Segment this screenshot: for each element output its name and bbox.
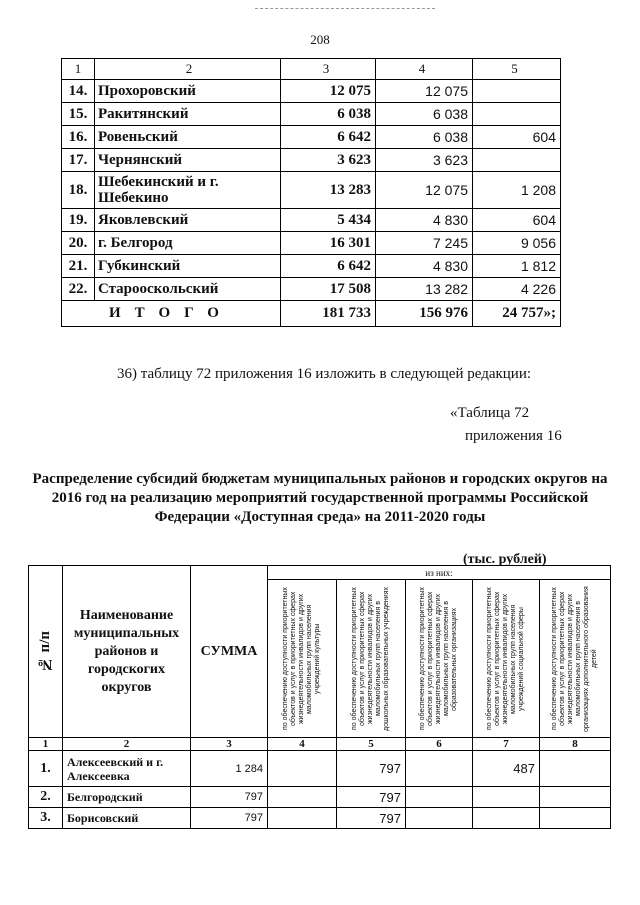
col-number: 1 xyxy=(29,738,63,751)
grand-total: 181 733 xyxy=(281,301,376,327)
total-value: 3 623 xyxy=(281,149,376,172)
row-number: 14. xyxy=(62,80,95,103)
col4-value: 12 075 xyxy=(376,80,473,103)
header-sum: СУММА xyxy=(191,566,268,738)
table-row xyxy=(62,209,561,232)
district-name: Губкинский xyxy=(95,255,281,278)
total-value: 12 075 xyxy=(281,80,376,103)
subsidy-table-continued xyxy=(61,58,561,327)
subsidy-distribution-table xyxy=(28,565,611,829)
col5-value: 1 208 xyxy=(473,172,561,209)
col5-value: 604 xyxy=(473,209,561,232)
col4-value xyxy=(268,808,337,829)
district-name: Ракитянский xyxy=(95,103,281,126)
district-name: Белгородский xyxy=(63,787,191,808)
col5-value: 797 xyxy=(337,787,406,808)
district-name: Шебекинский и г. Шебекино xyxy=(95,172,281,209)
header-col6-education: по обеспечению доступности приоритетных объектов и услуг в приоритетных сферах жизнедеятельности инвалидов и других маломобильных групп населения в образовательных организациях xyxy=(419,587,458,730)
district-name: Чернянский xyxy=(95,149,281,172)
header-col8-additional-education: по обеспечению доступности приоритетных объектов и услуг в приоритетных сферах жизнедеятельности инвалидов и других маломобильных групп населения в организациях дополнительного образования детей xyxy=(551,585,599,732)
table-row xyxy=(62,80,561,103)
total-value: 16 301 xyxy=(281,232,376,255)
col6-value xyxy=(406,751,473,787)
header-col5-cell xyxy=(337,580,406,738)
table-row xyxy=(62,103,561,126)
table-title: Распределение субсидий бюджетам муниципальных районов и городских округов на 2016 год на реализацию мероприятий государственной программы Российской Федерации «Доступная среда» на 2011-2020 годы xyxy=(32,471,608,525)
header-col5-preschool: по обеспечению доступности приоритетных объектов и услуг в приоритетных сферах жизнедеятельности инвалидов и других маломобильных групп населения в дошкольных образовательных учреждениях xyxy=(351,586,390,731)
col-number: 4 xyxy=(268,738,337,751)
row-number: 16. xyxy=(62,126,95,149)
col5-value: 4 226 xyxy=(473,278,561,301)
sum-value: 1 284 xyxy=(191,751,268,787)
grand-total-col4: 156 976 xyxy=(376,301,473,327)
total-value: 13 283 xyxy=(281,172,376,209)
table-row xyxy=(62,172,561,209)
row-number: 20. xyxy=(62,232,95,255)
total-row xyxy=(62,301,561,327)
row-number: 21. xyxy=(62,255,95,278)
col-header-1: 1 xyxy=(62,59,95,80)
col-number: 6 xyxy=(406,738,473,751)
col-number: 2 xyxy=(63,738,191,751)
row-number: 18. xyxy=(62,172,95,209)
header-col6-cell xyxy=(406,580,473,738)
row-number: 3. xyxy=(29,808,63,829)
col5-value: 604 xyxy=(473,126,561,149)
col7-value xyxy=(473,787,540,808)
header-col4-culture: по обеспечению доступности приоритетных объектов и услуг в приоритетных сферах жизнедеятельности инвалидов и других маломобильных групп населения учреждений культуры xyxy=(282,587,321,730)
table-header-row xyxy=(62,59,561,80)
col4-value: 3 623 xyxy=(376,149,473,172)
table-row xyxy=(62,126,561,149)
table-row xyxy=(62,149,561,172)
table-row xyxy=(62,255,561,278)
table-row xyxy=(62,278,561,301)
total-value: 6 038 xyxy=(281,103,376,126)
row-number: 22. xyxy=(62,278,95,301)
sum-value: 797 xyxy=(191,808,268,829)
header-row-1 xyxy=(29,566,611,580)
row-number: 2. xyxy=(29,787,63,808)
col6-value xyxy=(406,787,473,808)
table-row xyxy=(62,232,561,255)
row-number: 15. xyxy=(62,103,95,126)
col4-value xyxy=(268,787,337,808)
total-value: 6 642 xyxy=(281,126,376,149)
col-number: 5 xyxy=(337,738,406,751)
col-header-5: 5 xyxy=(473,59,561,80)
page-number: 208 xyxy=(310,32,330,47)
amendment-instruction: 36) таблицу 72 приложения 16 изложить в следующей редакции: xyxy=(117,366,532,382)
header-of-which: из них: xyxy=(268,566,611,580)
col5-value: 797 xyxy=(337,808,406,829)
col8-value xyxy=(540,751,611,787)
col5-value: 797 xyxy=(337,751,406,787)
total-label: ИТОГО xyxy=(62,301,281,327)
col4-value: 12 075 xyxy=(376,172,473,209)
district-name: Прохоровский xyxy=(95,80,281,103)
district-name: Алексеевский и г. Алексеевка xyxy=(63,751,191,787)
column-numbers-row xyxy=(29,738,611,751)
col-number: 7 xyxy=(473,738,540,751)
col-number: 3 xyxy=(191,738,268,751)
header-col4-cell xyxy=(268,580,337,738)
col8-value xyxy=(540,787,611,808)
col4-value: 4 830 xyxy=(376,255,473,278)
col8-value xyxy=(540,808,611,829)
header-number: № п/п xyxy=(37,630,53,673)
units-label: (тыс. рублей) xyxy=(463,552,547,567)
row-number: 19. xyxy=(62,209,95,232)
district-name: Старооскольский xyxy=(95,278,281,301)
col-header-4: 4 xyxy=(376,59,473,80)
col4-value: 6 038 xyxy=(376,126,473,149)
table-caption-appendix: приложения 16 xyxy=(465,428,562,444)
row-number: 17. xyxy=(62,149,95,172)
header-name: Наименование муниципальных районов и городскогих округов xyxy=(63,566,191,738)
header-number-cell xyxy=(29,566,63,738)
col4-value: 7 245 xyxy=(376,232,473,255)
header-col8-cell xyxy=(540,580,611,738)
district-name: Яковлевский xyxy=(95,209,281,232)
top-scan-marks xyxy=(255,8,435,12)
col7-value xyxy=(473,808,540,829)
col4-value: 4 830 xyxy=(376,209,473,232)
header-col7-social: по обеспечению доступности приоритетных объектов и услуг в приоритетных сферах жизнедеятельности инвалидов и других маломобильных групп населения учреждений социальной сферы xyxy=(486,587,525,730)
district-name: г. Белгород xyxy=(95,232,281,255)
col-header-2: 2 xyxy=(95,59,281,80)
col5-value xyxy=(473,80,561,103)
table-row xyxy=(29,808,611,829)
total-value: 17 508 xyxy=(281,278,376,301)
col5-value xyxy=(473,149,561,172)
grand-total-col5: 24 757»; xyxy=(473,301,561,327)
table-row xyxy=(29,787,611,808)
col4-value: 13 282 xyxy=(376,278,473,301)
header-col7-cell xyxy=(473,580,540,738)
col4-value xyxy=(268,751,337,787)
total-value: 5 434 xyxy=(281,209,376,232)
district-name: Ровеньский xyxy=(95,126,281,149)
table-row xyxy=(29,751,611,787)
col7-value: 487 xyxy=(473,751,540,787)
total-value: 6 642 xyxy=(281,255,376,278)
col5-value: 1 812 xyxy=(473,255,561,278)
col5-value xyxy=(473,103,561,126)
col5-value: 9 056 xyxy=(473,232,561,255)
sum-value: 797 xyxy=(191,787,268,808)
district-name: Борисовский xyxy=(63,808,191,829)
col-number: 8 xyxy=(540,738,611,751)
col6-value xyxy=(406,808,473,829)
table-caption-number: «Таблица 72 xyxy=(450,405,530,421)
row-number: 1. xyxy=(29,751,63,787)
col-header-3: 3 xyxy=(281,59,376,80)
col4-value: 6 038 xyxy=(376,103,473,126)
